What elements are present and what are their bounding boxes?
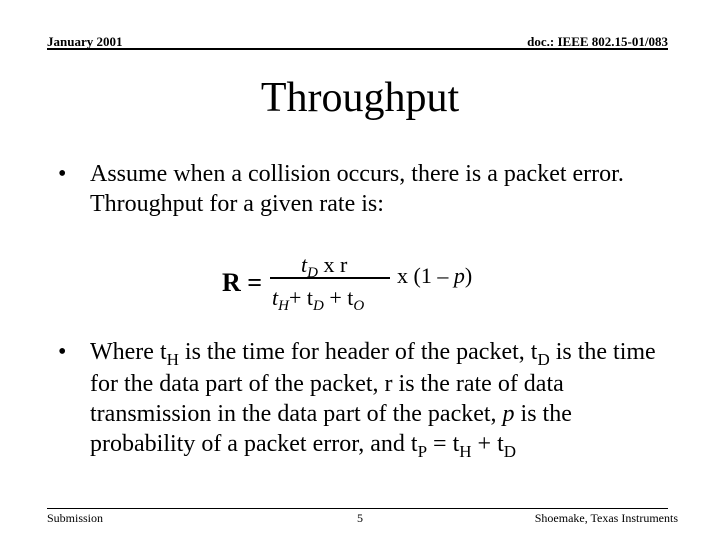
bullet-dot: •	[58, 161, 67, 187]
var-p: p	[453, 263, 465, 288]
bullet-text: Assume when a collision occurs, there is a packet error. Throughput for a given rate is:	[90, 161, 624, 217]
formula-lhs: R =	[222, 268, 263, 297]
sub-d: D	[307, 265, 318, 281]
text-run: Where t	[90, 339, 167, 365]
slide-title: Throughput	[260, 75, 460, 121]
subscript: D	[537, 350, 550, 369]
text-run: is the time for header of the packet, t	[178, 339, 538, 365]
header-doc-id: doc.: IEEE 802.15-01/083	[527, 34, 668, 49]
bullet-assume	[58, 159, 678, 221]
bullet-where	[58, 337, 678, 497]
mult-prefix: x (1 –	[397, 263, 454, 288]
subscript: D	[503, 442, 517, 461]
footer-submission: Submission	[47, 511, 104, 525]
text-run: is the time for the data part of the packet, r is the rate of data transmission in the data part of the packet,	[90, 339, 656, 427]
formula-numerator	[301, 252, 348, 281]
subscript: H	[459, 442, 472, 461]
formula-multiplier	[397, 263, 472, 289]
plus-t: + t	[323, 285, 354, 310]
text-run: + t	[471, 431, 504, 457]
var-p: p	[502, 401, 515, 427]
header-rule	[47, 48, 668, 50]
subscript: H	[166, 350, 179, 369]
page-number: 5	[357, 511, 363, 525]
plus-t: + t	[288, 285, 313, 310]
text-run: is the probability of a packet error, and t	[90, 401, 572, 457]
text-run: = t	[427, 431, 460, 457]
throughput-formula	[222, 250, 522, 330]
sub-o: O	[353, 298, 365, 314]
formula-denominator	[272, 285, 365, 314]
header-date: January 2001	[47, 34, 123, 49]
mult-suffix: )	[464, 263, 473, 288]
var-t: t	[272, 285, 279, 310]
bullet-text	[90, 337, 680, 461]
bullet-dot: •	[58, 339, 67, 365]
var-t: t	[301, 252, 308, 277]
footer-author: Shoemake, Texas Instruments	[534, 511, 678, 525]
fraction-bar	[270, 277, 390, 279]
sub-h: H	[278, 298, 289, 314]
footer-rule	[47, 508, 668, 509]
subscript: P	[417, 442, 428, 461]
num-rest: x r	[317, 252, 348, 277]
sub-d: D	[313, 298, 324, 314]
